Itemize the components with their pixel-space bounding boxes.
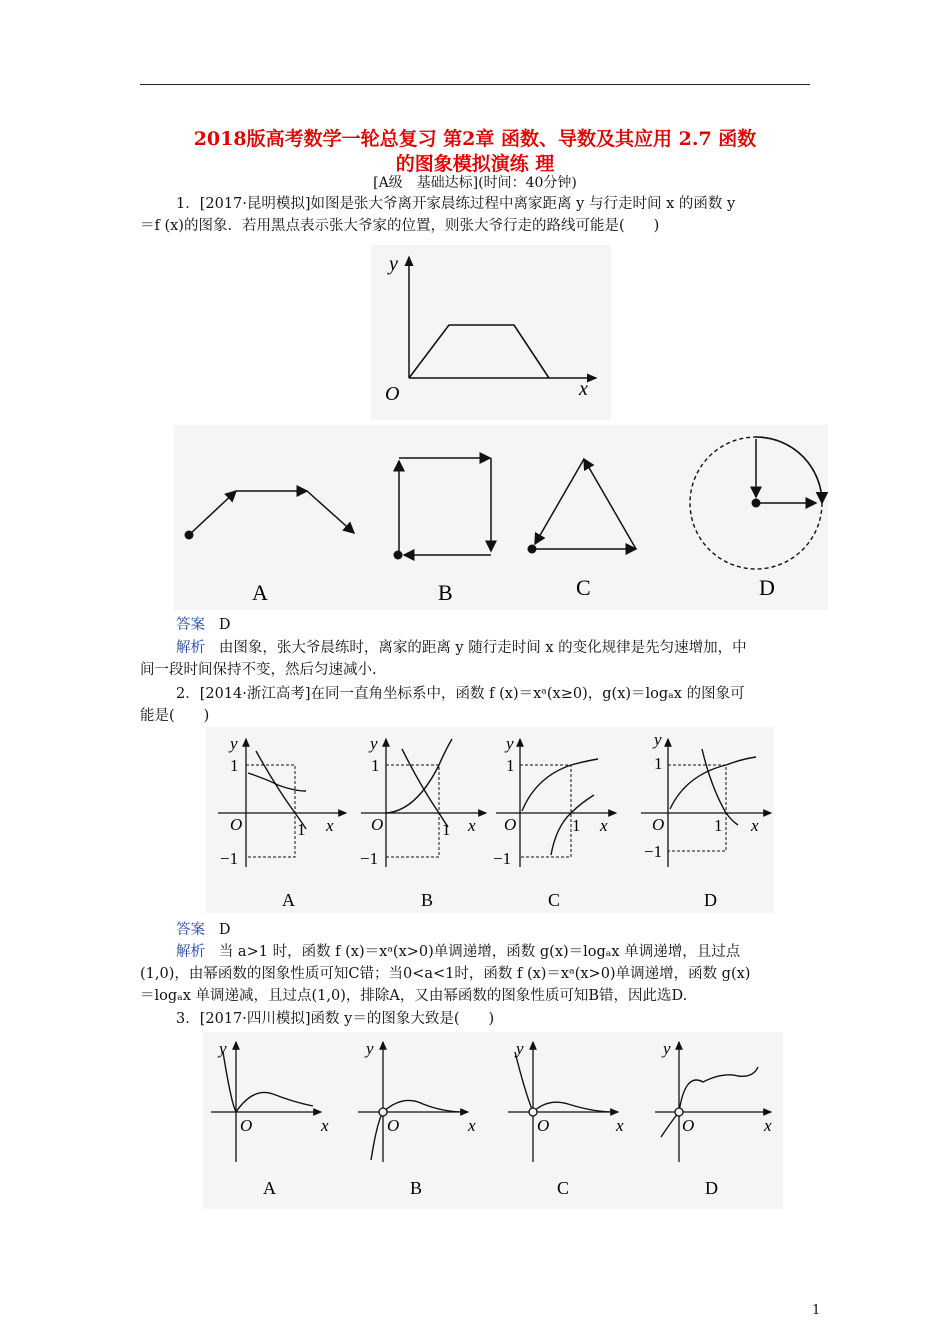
- q2-b-neg-one: −1: [360, 849, 379, 868]
- q2-option-a-label: A: [282, 890, 295, 910]
- q3-option-d-label: D: [705, 1178, 718, 1198]
- q1-y-label: y: [389, 253, 398, 275]
- q2-c-origin: O: [504, 815, 517, 834]
- q1-distance-time-graph: [371, 245, 611, 420]
- q3-a-origin: O: [240, 1116, 253, 1135]
- q3-b-origin: O: [387, 1116, 400, 1135]
- q2-c-one: 1: [506, 756, 515, 775]
- option-b-label: B: [438, 580, 453, 605]
- q2-analysis-line2: (1,0)，由幂函数的图象性质可知C错；当0<a<1时，函数 f (x)＝xᵃ(x>0)单调递增，函数 g(x): [140, 966, 751, 982]
- q1-origin-label: O: [385, 383, 400, 405]
- q1-answer-label: 答案: [176, 617, 205, 633]
- option-a-label: A: [252, 580, 268, 605]
- home-dot: [185, 531, 194, 540]
- q3-option-a-label: A: [263, 1178, 276, 1198]
- q2-option-d-label: D: [704, 890, 717, 910]
- q2-b-y: y: [370, 734, 378, 753]
- q2-b-origin: O: [371, 815, 384, 834]
- option-d-label: D: [759, 575, 775, 600]
- q1-text-line1: 1．[2017·昆明模拟]如图是张大爷离开家晨练过程中离家距离 y 与行走时间 x 的函数 y: [176, 196, 736, 212]
- option-b-route: [394, 458, 492, 560]
- q2-text-line2: 能是( ): [140, 708, 210, 724]
- q2-answer-label: 答案: [176, 922, 205, 938]
- option-c-label: C: [576, 575, 591, 600]
- q2-option-b-graph: [361, 739, 486, 867]
- q3-d-x: x: [764, 1116, 772, 1135]
- q1-text-line2: ＝f (x)的图象．若用黑点表示张大爷家的位置，则张大爷行走的路线可能是( ): [140, 218, 660, 234]
- q3-c-y: y: [516, 1039, 524, 1058]
- q3-a-x: x: [321, 1116, 329, 1135]
- q3-option-c-label: C: [557, 1178, 570, 1198]
- header-rule: [140, 84, 810, 85]
- q1-analysis-line1: 由图象，张大爷晨练时，离家的距离 y 随行走时间 x 的变化规律是先匀速增加，中: [218, 640, 747, 656]
- q2-graph-options: [206, 727, 774, 913]
- q2-b-one: 1: [371, 756, 380, 775]
- q2-b-one-x: 1: [442, 820, 451, 839]
- q3-graph-options: [203, 1032, 783, 1209]
- home-dot: [394, 551, 403, 560]
- q1-analysis-label: 解析: [176, 640, 205, 656]
- q2-d-origin: O: [652, 815, 665, 834]
- q1-x-label: x: [579, 378, 588, 400]
- q2-a-x: x: [326, 816, 334, 835]
- q2-d-x: x: [751, 816, 759, 835]
- section-subtitle: [A级 基础达标](时间：40分钟): [373, 175, 577, 191]
- q3-option-c-graph: [508, 1042, 618, 1162]
- q1-curve: [409, 325, 549, 378]
- option-d-route: [690, 437, 822, 569]
- q1-analysis-line2: 间一段时间保持不变，然后匀速减小.: [140, 662, 377, 678]
- q2-text-line1: 2．[2014·浙江高考]在同一直角坐标系中，函数 f (x)＝xᵃ(x≥0)，g(x)＝logₐx 的图象可: [176, 686, 745, 702]
- home-dot: [752, 499, 761, 508]
- q2-a-y: y: [230, 734, 238, 753]
- q3-d-origin: O: [682, 1116, 695, 1135]
- q2-c-x: x: [600, 816, 608, 835]
- q2-analysis-label: 解析: [176, 944, 205, 960]
- q2-option-c-label: C: [548, 890, 561, 910]
- q2-d-neg-one: −1: [644, 842, 663, 861]
- q2-b-x: x: [468, 816, 476, 835]
- q2-c-y: y: [506, 734, 514, 753]
- q2-d-one-x: 1: [714, 816, 723, 835]
- q2-a-one: 1: [230, 756, 239, 775]
- q3-option-b-graph: [358, 1042, 468, 1162]
- q1-answer: D: [218, 617, 231, 633]
- q3-d-y: y: [663, 1039, 671, 1058]
- q2-a-one-x: 1: [297, 820, 306, 839]
- doc-title-line2: 的图象模拟演练 理: [395, 153, 555, 175]
- q3-a-y: y: [219, 1039, 227, 1058]
- q2-d-y: y: [654, 730, 662, 749]
- q2-option-b-label: B: [421, 890, 434, 910]
- q3-c-x: x: [616, 1116, 624, 1135]
- q3-option-d-graph: [655, 1042, 771, 1162]
- q2-a-origin: O: [230, 815, 243, 834]
- q1-route-options: [174, 425, 828, 610]
- q2-c-one-x: 1: [572, 816, 581, 835]
- q2-c-neg-one: −1: [493, 849, 512, 868]
- doc-title-line1: 2018版高考数学一轮总复习 第2章 函数、导数及其应用 2.7 函数: [193, 128, 757, 150]
- q2-answer: D: [218, 922, 231, 938]
- q2-a-neg-one: −1: [220, 849, 239, 868]
- q3-option-a-graph: [211, 1042, 321, 1162]
- q2-analysis-line3: ＝logₐx 单调递减，且过点(1,0)，排除A，又由幂函数的图象性质可知B错，因此选D.: [140, 988, 688, 1004]
- q2-d-one: 1: [654, 754, 663, 773]
- q2-analysis-line1: 当 a>1 时，函数 f (x)＝xᵃ(x>0)单调递增，函数 g(x)＝logₐx 单调递增，且过点: [218, 944, 741, 960]
- q3-text-line1: 3．[2017·四川模拟]函数 y＝的图象大致是( ): [176, 1011, 495, 1027]
- q3-option-b-label: B: [410, 1178, 423, 1198]
- q3-b-x: x: [468, 1116, 476, 1135]
- home-dot: [528, 545, 537, 554]
- option-c-route: [528, 459, 637, 554]
- option-a-route: [185, 491, 355, 540]
- q3-c-origin: O: [537, 1116, 550, 1135]
- page-number: 1: [812, 1303, 821, 1318]
- q3-b-y: y: [366, 1039, 374, 1058]
